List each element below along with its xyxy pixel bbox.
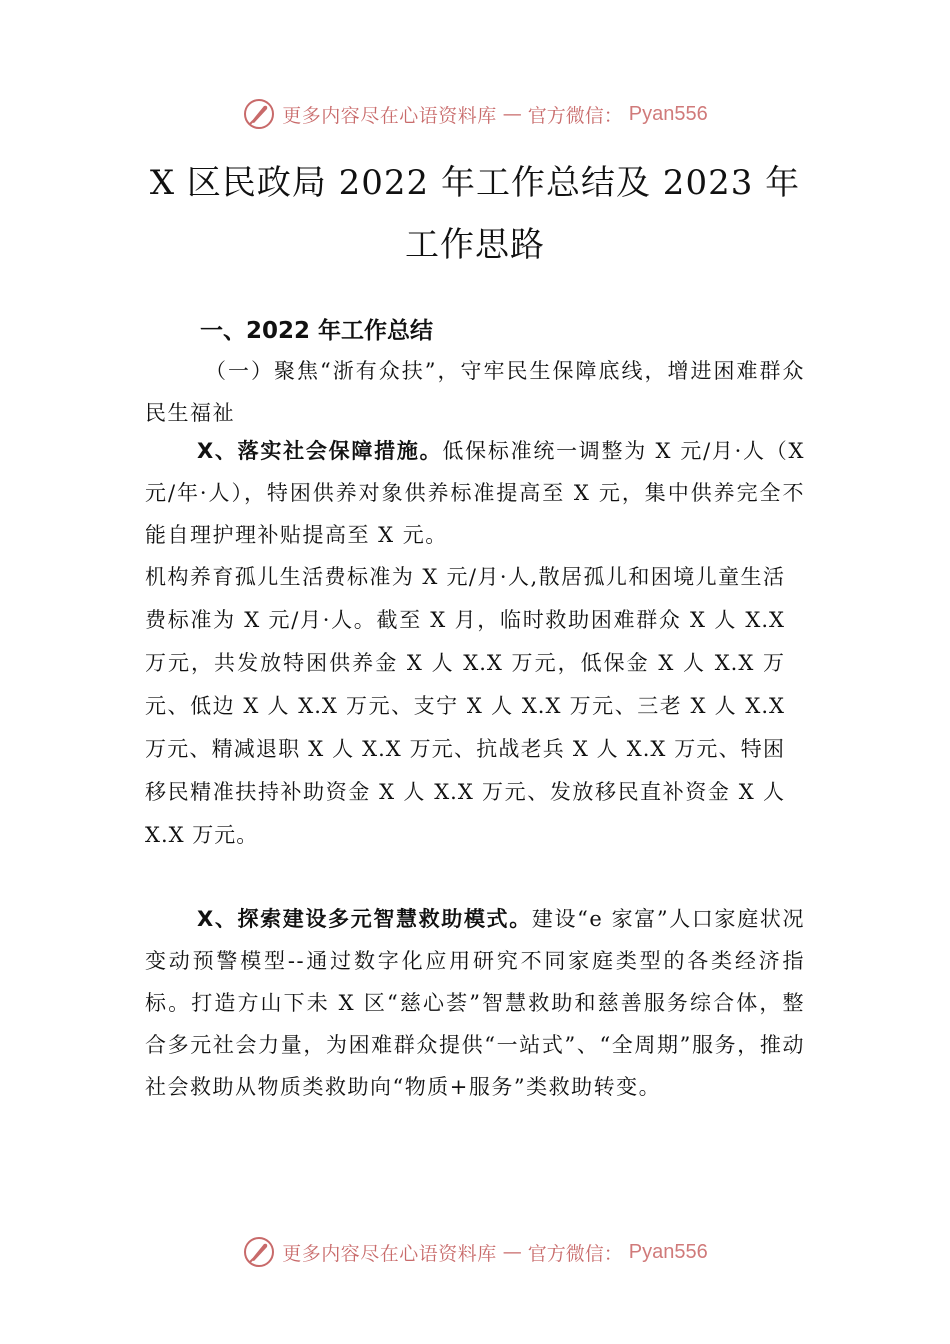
paragraph-body: 建设“e 家富”人口家庭状况变动预警模型--通过数字化应用研究不同家庭类型的各类经济指标。打造方山下未 X 区“慈心荟”智慧救助和慈善服务综合体，整合多元社会力量，为困难群众提供“一站式”、“全周期”服务，推动社会救助从物质类救助向“物质+服务”类救助转变。 <box>145 907 805 1099</box>
watermark-label: 官方微信： <box>527 104 623 127</box>
watermark-text: 更多内容尽在心语资料库 <box>282 104 497 127</box>
document-title: X 区民政局 2022 年工作总结及 2023 年工作思路 <box>149 163 801 265</box>
watermark-footer <box>0 1232 950 1272</box>
watermark-text: 更多内容尽在心语资料库 <box>282 1242 497 1265</box>
quill-logo-icon <box>242 1235 276 1269</box>
paragraph-lead: X、探索建设多元智慧救助模式。 <box>197 907 532 931</box>
watermark-id: Pyan556 <box>628 1240 708 1263</box>
paragraph-smart-assistance <box>145 898 805 1108</box>
paragraph-body: 低保标准统一调整为 X 元/月·人（X 元/年·人），特困供养对象供养标准提高至 X 元，集中供养完全不能自理护理补贴提高至 X 元。 <box>145 439 805 547</box>
watermark-id: Pyan556 <box>628 102 708 125</box>
section-heading: 一、2022 年工作总结 <box>200 318 434 344</box>
watermark-header <box>0 94 950 134</box>
watermark-label: 官方微信： <box>527 1242 623 1265</box>
paragraph-social-security <box>145 430 805 556</box>
watermark-dash: — <box>502 1241 522 1263</box>
watermark-dash: — <box>502 103 522 125</box>
paragraph-orphan-support: 机构养育孤儿生活费标准为 X 元/月·人,散居孤儿和困境儿童生活费标准为 X 元/月·人。截至 X 月，临时救助困难群众 X 人 X.X 万元，共发放特困供养金 X 人 X.X 万元，低保金 X 人 X.X 万元、低边 X 人 X.X 万元、支宁 X 人 X.X 万元、三老 X 人 X.X 万元、精减退职 X 人 X.X 万元、抗战老兵 X 人 X.X 万元、特困移民精准扶持补助资金 X 人 X.X 万元、发放移民直补资金 X 人 X.X 万元。 <box>145 565 785 847</box>
paragraph-lead: X、落实社会保障措施。 <box>197 439 443 463</box>
quill-logo-icon <box>242 97 276 131</box>
subsection-heading: （一）聚焦“浙有众扶”，守牢民生保障底线，增进困难群众民生福祉 <box>145 359 805 425</box>
